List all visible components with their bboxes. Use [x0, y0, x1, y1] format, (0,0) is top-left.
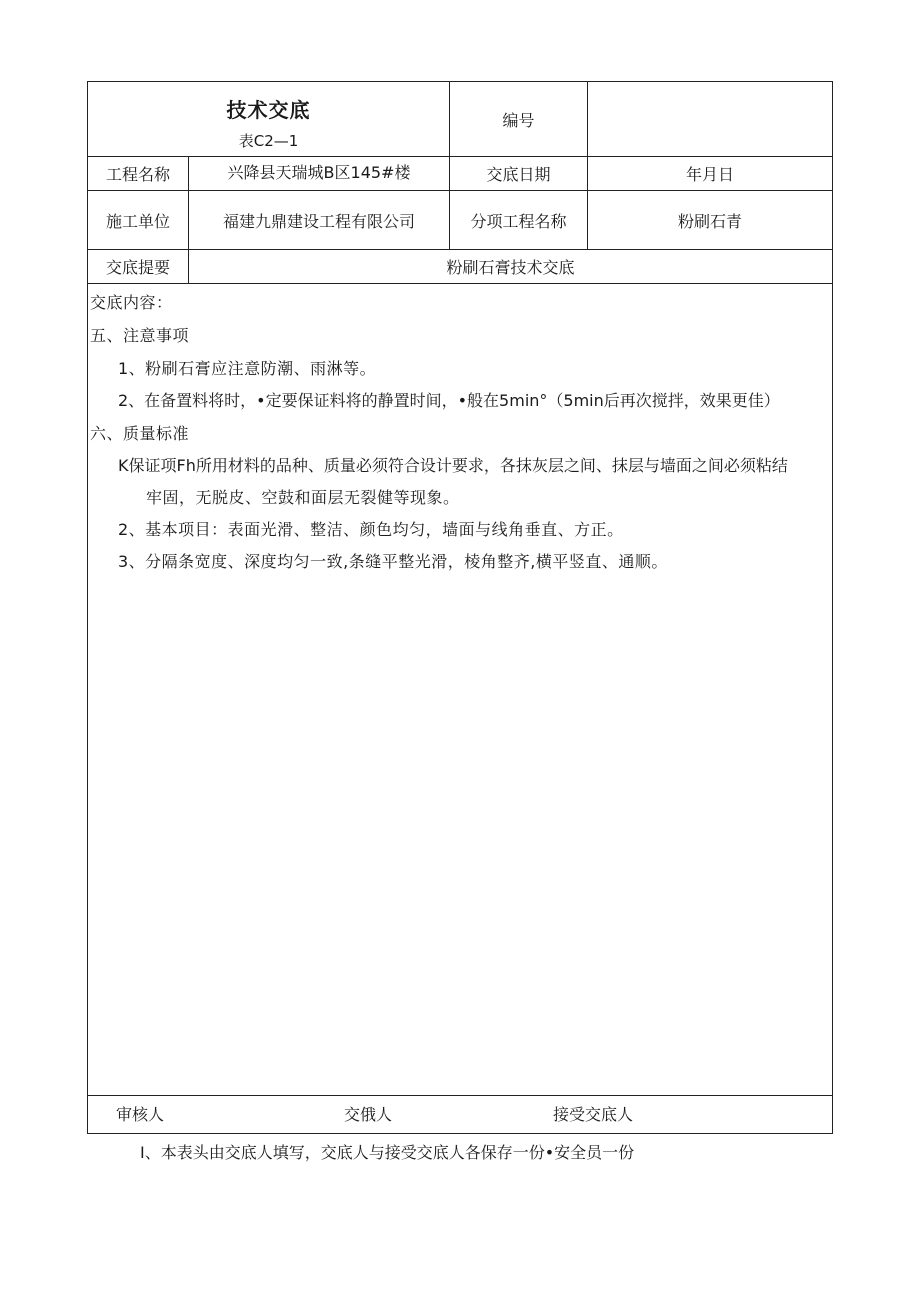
contractor-label: 施工单位	[105, 211, 170, 231]
number-value	[588, 82, 832, 156]
divider	[88, 1095, 832, 1096]
date-value: 年月日	[685, 165, 734, 184]
discloser-label: 交俄人	[344, 1105, 393, 1124]
subproject-value: 粉刷石青	[677, 211, 742, 231]
form-code: 表C2—1	[238, 131, 299, 150]
content-line: 六、质量标准	[90, 424, 190, 443]
divider	[88, 283, 832, 284]
summary-value: 粉刷石膏技术交底	[446, 258, 575, 277]
content-line: 2、在备置料将时，•定要保证料将的静置时间，•般在5min°（5min后再次搅拌，效果更佳）	[118, 391, 780, 410]
contractor-value: 福建九鼎建设工程有限公司	[222, 211, 415, 231]
content-heading: 交底内容：	[90, 293, 173, 312]
subproject-label: 分项工程名称	[470, 211, 567, 231]
content-line: K保证项Fh所用材料的品种、质量必须符合设计要求，各抹灰层之间、抹层与墙面之间必须粘结	[118, 456, 788, 475]
content-line: 1、粉刷石膏应注意防潮、雨淋等。	[118, 359, 377, 378]
project-name-label: 工程名称	[105, 165, 170, 184]
content-line: 牢固，无脱皮、空鼓和面层无裂健等现象。	[146, 488, 460, 507]
summary-label: 交底提要	[105, 258, 170, 277]
date-label: 交底日期	[486, 165, 551, 184]
receiver-label: 接受交底人	[553, 1105, 634, 1124]
content-line: 五、注意事项	[90, 326, 190, 345]
disclosure-form	[87, 81, 833, 1134]
number-label: 编号	[502, 110, 535, 130]
content-line: 2、基本项目：表面光滑、整洁、颜色均匀，墙面与线角垂直、方正。	[118, 520, 624, 539]
reviewer-label: 审核人	[116, 1105, 165, 1124]
project-name-value: 兴降县天瑞城B区145#楼	[227, 162, 411, 182]
form-title: 技术交底	[226, 97, 311, 122]
content-line: 3、分隔条宽度、深度均匀一致,条缝平整光滑，棱角整齐,横平竖直、通顺。	[118, 552, 668, 571]
footer-note: I、本表头由交底人填写，交底人与接受交底人各保存一份•安全员一份	[140, 1143, 635, 1162]
